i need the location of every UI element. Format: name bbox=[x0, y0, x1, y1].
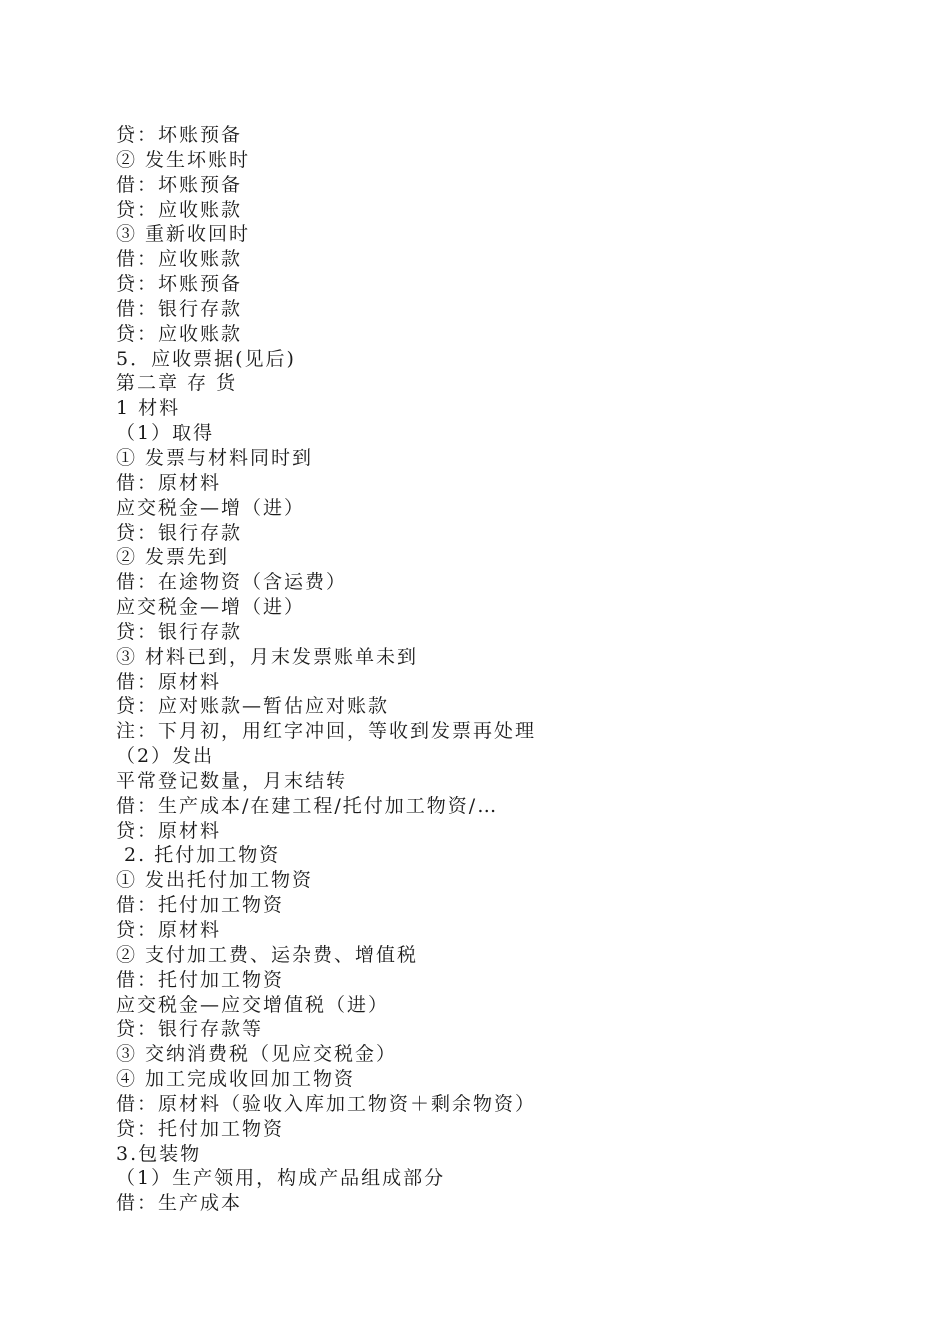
text-line: ④ 加工完成收回加工物资 bbox=[116, 1068, 356, 1091]
text-line: 贷：应收账款 bbox=[116, 198, 243, 221]
subsection-heading: （1）生产领用，构成产品组成部分 bbox=[116, 1167, 446, 1190]
section-heading: 5．应收票据(见后) bbox=[116, 347, 296, 370]
subsection-heading: （2）发出 bbox=[116, 745, 215, 768]
section-heading: 1 材料 bbox=[116, 397, 181, 420]
text-line: 贷：原材料 bbox=[116, 919, 222, 941]
text-line: 借：坏账预备 bbox=[116, 173, 243, 196]
text-line: 借：原材料（验收入库加工物资＋剩余物资） bbox=[116, 1092, 537, 1115]
text-line: ③ 重新收回时 bbox=[116, 223, 251, 246]
text-line: ② 发生坏账时 bbox=[116, 148, 251, 171]
text-line: 应交税金—增（进） bbox=[116, 596, 306, 619]
note-line: 注：下月初，用红字冲回，等收到发票再处理 bbox=[116, 720, 537, 743]
text-line: ① 发出托付加工物资 bbox=[116, 869, 314, 892]
text-line: ③ 材料已到，月末发票账单未到 bbox=[116, 645, 419, 668]
text-line: 贷：托付加工物资 bbox=[116, 1117, 285, 1140]
text-line: 平常登记数量，月末结转 bbox=[116, 769, 348, 792]
text-line: 贷：银行存款等 bbox=[116, 1018, 264, 1041]
text-line: 贷：银行存款 bbox=[116, 521, 243, 544]
text-line: 借：托付加工物资 bbox=[116, 894, 285, 917]
text-line: 应交税金—应交增值税（进） bbox=[116, 993, 390, 1016]
text-line: ③ 交纳消费税（见应交税金） bbox=[116, 1043, 398, 1066]
text-line: 贷：应收账款 bbox=[116, 322, 243, 345]
text-line: 借：原材料 bbox=[116, 471, 222, 494]
section-heading: 3.包装物 bbox=[116, 1142, 202, 1165]
document-body bbox=[116, 123, 876, 1216]
text-line: 贷：坏账预备 bbox=[116, 124, 243, 146]
chapter-heading: 第二章 存 货 bbox=[116, 372, 238, 395]
text-line: 贷：原材料 bbox=[116, 819, 222, 842]
text-line: 借：托付加工物资 bbox=[116, 968, 285, 991]
text-line: 借：生产成本/在建工程/托付加工物资/… bbox=[116, 794, 499, 817]
text-line: 借：生产成本 bbox=[116, 1192, 243, 1215]
text-line: 借：原材料 bbox=[116, 670, 222, 693]
text-line: 借：银行存款 bbox=[116, 297, 243, 320]
text-line: 借：应收账款 bbox=[116, 248, 243, 271]
text-line: 贷：应对账款—暂估应对账款 bbox=[116, 695, 390, 718]
text-line: ② 支付加工费、运杂费、增值税 bbox=[116, 943, 419, 966]
text-line: 应交税金—增（进） bbox=[116, 496, 306, 519]
text-line: 借：在途物资（含运费） bbox=[116, 571, 348, 594]
text-line: ① 发票与材料同时到 bbox=[116, 446, 314, 469]
subsection-heading: （1）取得 bbox=[116, 422, 215, 445]
text-line: 贷：银行存款 bbox=[116, 620, 243, 643]
text-line: ② 发票先到 bbox=[116, 546, 230, 569]
section-heading: 2. 托付加工物资 bbox=[116, 844, 281, 867]
text-line: 贷：坏账预备 bbox=[116, 273, 243, 296]
